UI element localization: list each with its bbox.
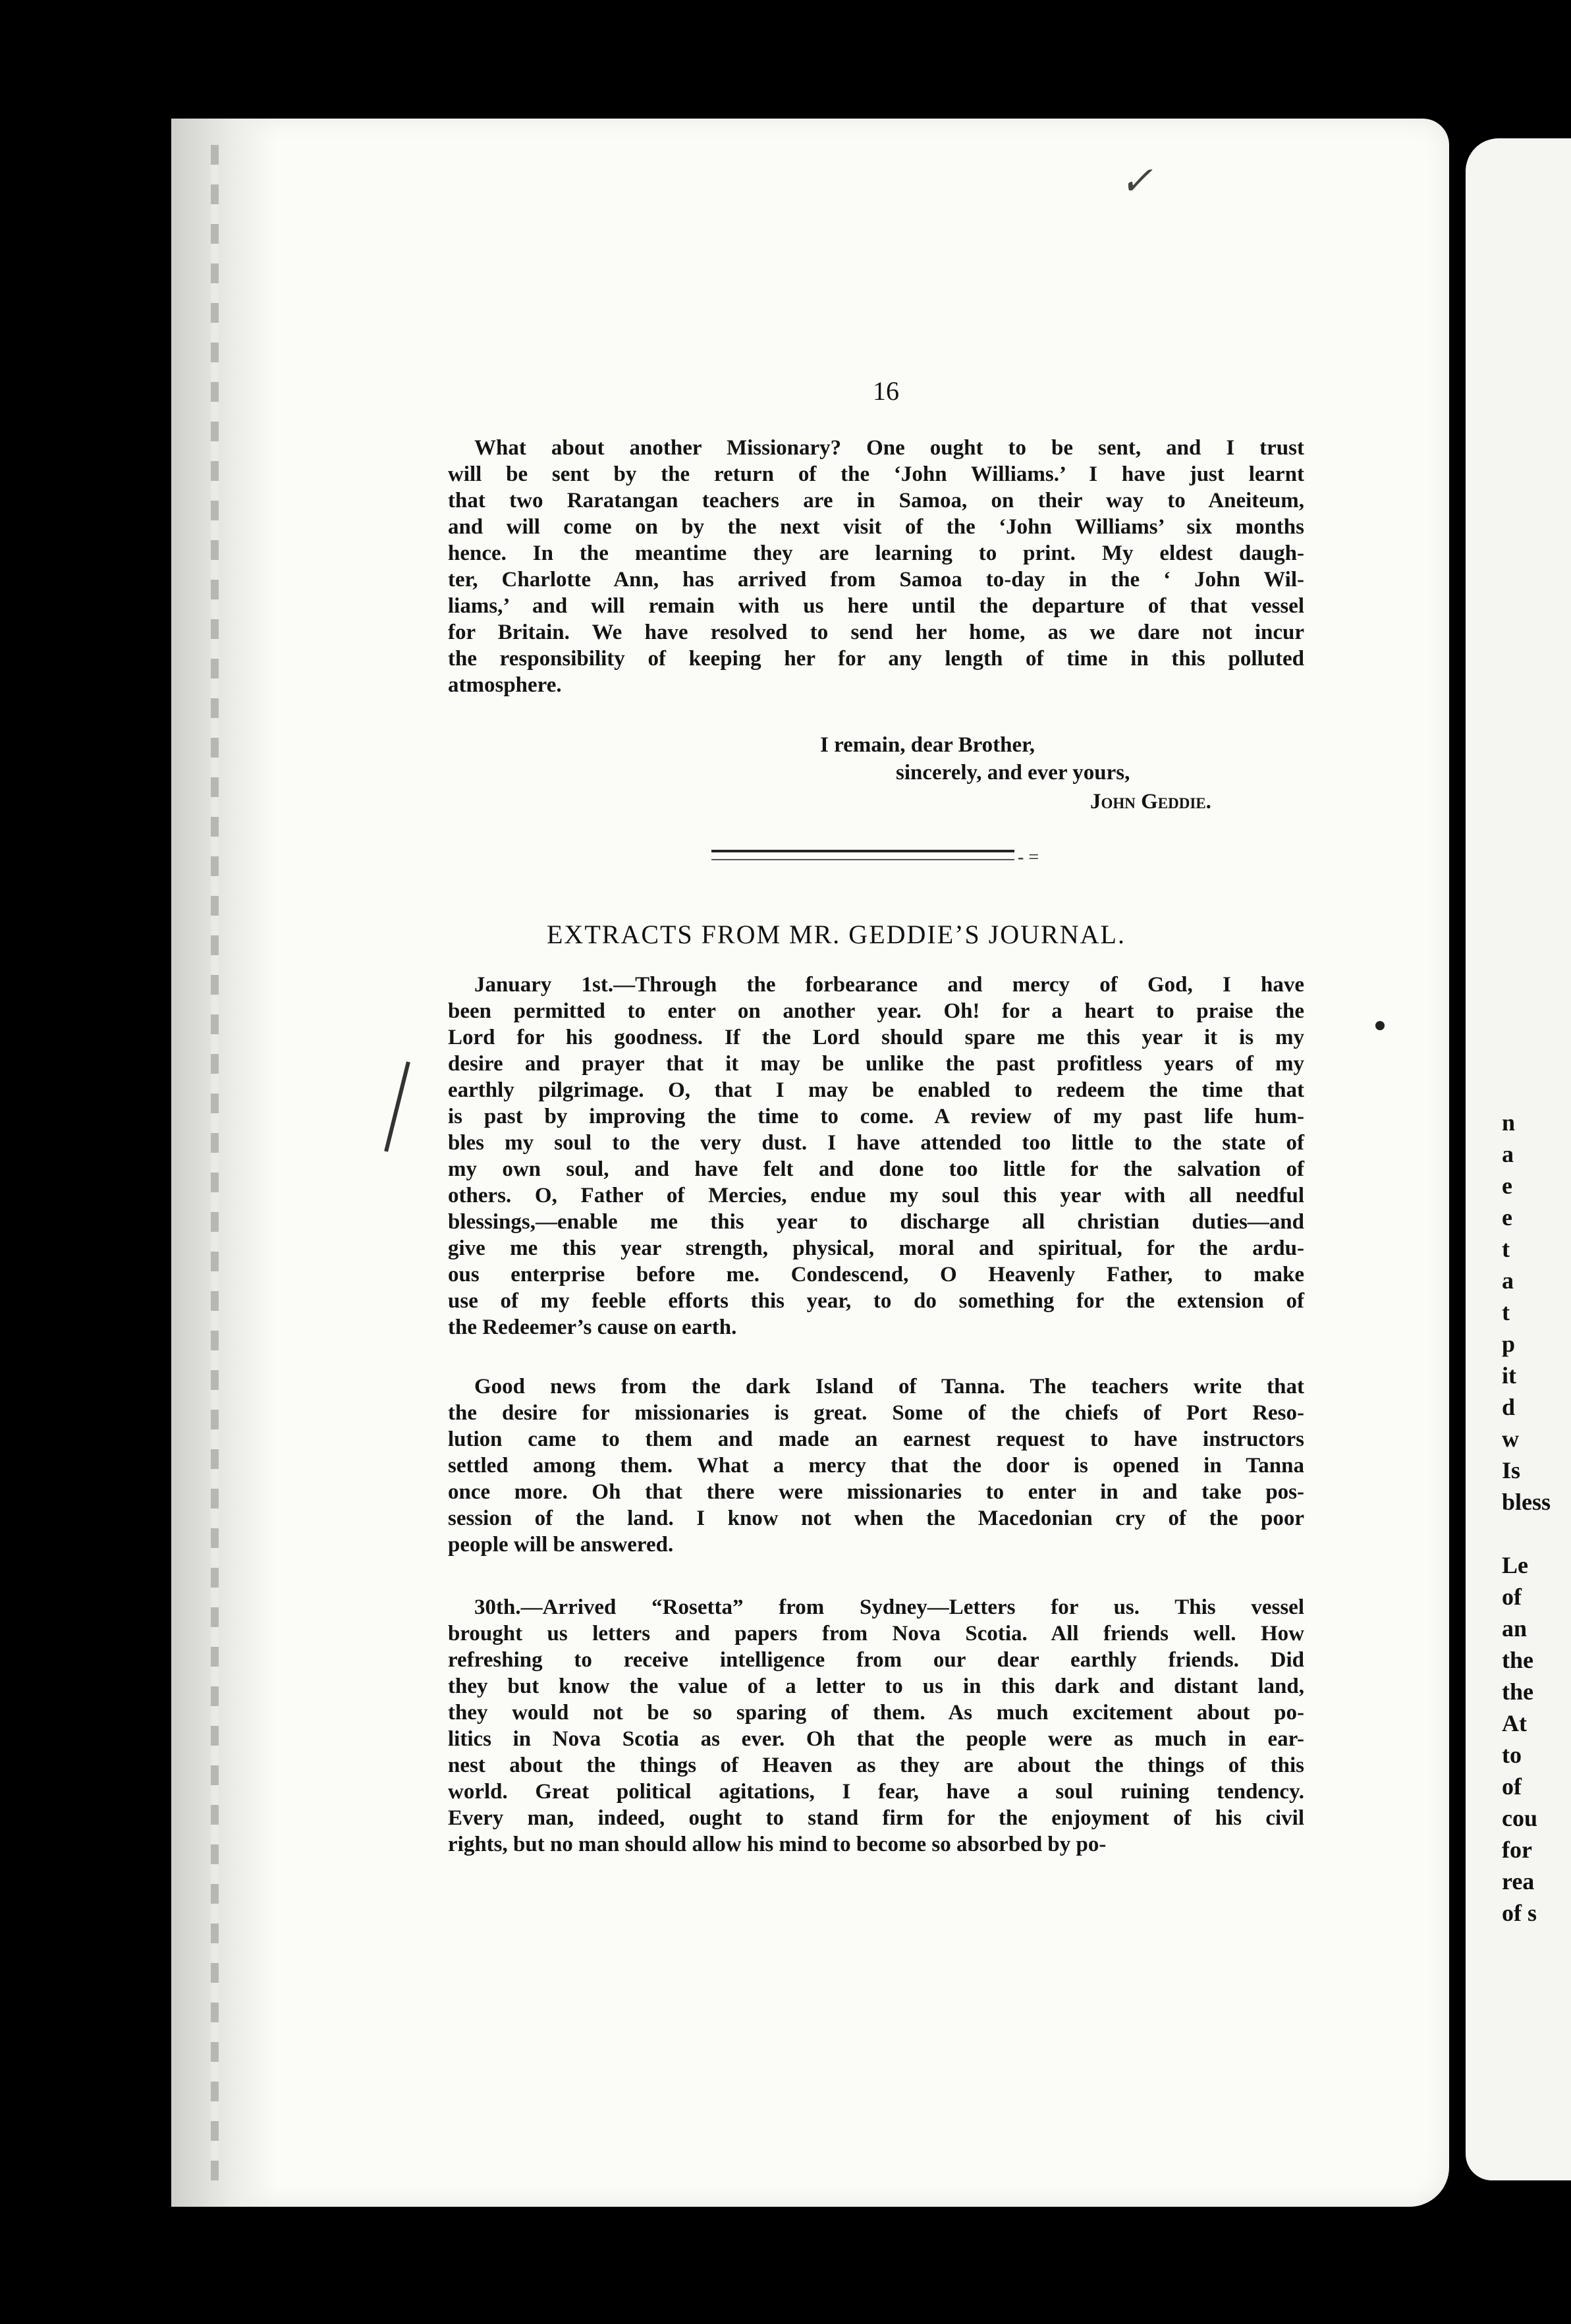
facing-page-fragment: Le [1502, 1552, 1528, 1578]
journal-january-line: blessings,—enable me this year to discharge all christian duties—and [448, 1210, 1304, 1234]
facing-page-fragment: n [1502, 1109, 1516, 1136]
facing-page-fragment [1502, 1518, 1568, 1549]
journal-30th-line: 30th.—Arrived “Rosetta” from Sydney—Letters for us. This vessel [474, 1595, 1304, 1619]
journal-30th-line: nest about the things of Heaven as they are about the things of this [448, 1754, 1304, 1777]
journal-heading: EXTRACTS FROM MR. GEDDIE’S JOURNAL. [547, 920, 1126, 949]
section-divider [711, 850, 1014, 860]
letter-line: will be sent by the return of the ‘John Williams.’ I have just learnt [448, 462, 1304, 486]
journal-30th-line: they would not be so sparing of them. As much excitement about po- [448, 1701, 1304, 1725]
facing-page-fragment: cou [1502, 1805, 1537, 1831]
facing-page-fragment: d [1502, 1394, 1516, 1420]
letter-line: that two Raratangan teachers are in Samoa, on their way to Aneiteum, [448, 489, 1304, 512]
journal-tanna-line: Good news from the dark Island of Tanna. The teachers write that [474, 1375, 1304, 1398]
facing-page-fragment: a [1502, 1267, 1514, 1294]
letter-line: ter, Charlotte Ann, has arrived from Samoa to-day in the ‘ John Wil- [448, 568, 1304, 592]
facing-page-fragment: of [1502, 1773, 1522, 1800]
facing-page-fragment: rea [1502, 1868, 1535, 1895]
journal-january-line: others. O, Father of Mercies, endue my soul this year with all needful [448, 1184, 1304, 1207]
journal-entry-january [448, 972, 1304, 1341]
divider-flourish: - = [1018, 847, 1039, 868]
letter-paragraph [448, 435, 1304, 698]
letter-line: What about another Missionary? One ought to be sent, and I trust [474, 436, 1304, 460]
journal-entry-30th [448, 1594, 1304, 1858]
journal-30th-line: refreshing to receive intelligence from our dear earthly friends. Did [448, 1648, 1304, 1672]
facing-page-fragment: the [1502, 1678, 1533, 1705]
facing-page-fragment: w [1502, 1425, 1519, 1452]
journal-january-line: the Redeemer’s cause on earth. [448, 1315, 737, 1339]
signature: John Geddie. [1090, 790, 1211, 814]
letter-line: the responsibility of keeping her for any length of time in this polluted [448, 647, 1304, 671]
journal-january-line: earthly pilgrimage. O, that I may be enabled to redeem the time that [448, 1078, 1304, 1102]
facing-page-fragment: e [1502, 1204, 1512, 1231]
facing-page-fragment: Is [1502, 1457, 1521, 1483]
letter-line: atmosphere. [448, 673, 562, 697]
journal-30th-line: rights, but no man should allow his mind to become so absorbed by po- [448, 1833, 1107, 1856]
letter-line: hence. In the meantime they are learning to print. My eldest daugh- [448, 541, 1304, 565]
pencil-mark: ✓ [1120, 159, 1153, 203]
journal-january-line: bles my soul to the very dust. I have attended too little to the state of [448, 1131, 1304, 1155]
letter-line: for Britain. We have resolved to send her home, as we dare not incur [448, 621, 1304, 644]
facing-page-fragment: bless [1502, 1489, 1551, 1515]
facing-page-fragment: the [1502, 1647, 1533, 1673]
facing-page-fragment: of s [1502, 1900, 1537, 1926]
journal-january-line: January 1st.—Through the forbearance and mercy of God, I have [474, 973, 1304, 997]
journal-tanna-line: lution came to them and made an earnest request to have instructors [448, 1427, 1304, 1451]
journal-30th-line: Every man, indeed, ought to stand firm for the enjoyment of his civil [448, 1806, 1304, 1830]
journal-tanna-line: session of the land. I know not when the Macedonian cry of the poor [448, 1507, 1304, 1530]
facing-page-fragment: At [1502, 1710, 1527, 1736]
facing-page-edge [1466, 138, 1571, 2180]
page-number: 16 [873, 376, 899, 406]
facing-page-fragment: a [1502, 1141, 1514, 1167]
journal-30th-line: world. Great political agitations, I fear, have a soul ruining tendency. [448, 1780, 1304, 1804]
facing-page-fragment: e [1502, 1173, 1512, 1199]
journal-30th-line: brought us letters and papers from Nova Scotia. All friends well. How [448, 1622, 1304, 1646]
facing-page-fragment: p [1502, 1331, 1516, 1357]
letter-line: liams,’ and will remain with us here until the departure of that vessel [448, 594, 1304, 618]
letter-line: and will come on by the next visit of the ‘John Williams’ six months [448, 515, 1304, 539]
closing-line-1: I remain, dear Brother, [820, 733, 1035, 757]
journal-january-line: Lord for his goodness. If the Lord should spare me this year it is my [448, 1026, 1304, 1049]
facing-page-fragment: it [1502, 1362, 1516, 1389]
facing-page-fragment: of [1502, 1584, 1522, 1610]
journal-january-line: use of my feeble efforts this year, to do something for the extension of [448, 1289, 1304, 1313]
journal-tanna-line: once more. Oh that there were missionaries to enter in and take pos- [448, 1480, 1304, 1504]
margin-dot [1375, 1021, 1385, 1030]
page-gutter [171, 119, 277, 2207]
facing-page-fragment: t [1502, 1299, 1510, 1325]
journal-january-line: ous enterprise before me. Condescend, O Heavenly Father, to make [448, 1263, 1304, 1286]
journal-30th-line: they but know the value of a letter to us in this dark and distant land, [448, 1674, 1304, 1698]
facing-page-text [1502, 1107, 1568, 1929]
journal-january-line: my own soul, and have felt and done too little for the salvation of [448, 1157, 1304, 1181]
journal-january-line: give me this year strength, physical, moral and spiritual, for the ardu- [448, 1236, 1304, 1260]
journal-tanna-line: settled among them. What a mercy that the door is opened in Tanna [448, 1454, 1304, 1478]
journal-tanna-line: people will be answered. [448, 1533, 674, 1557]
facing-page-fragment: for [1502, 1837, 1532, 1863]
journal-entry-tanna [448, 1373, 1304, 1558]
facing-page-fragment: t [1502, 1236, 1510, 1262]
journal-30th-line: litics in Nova Scotia as ever. Oh that the people were as much in ear- [448, 1727, 1304, 1751]
facing-page-fragment: to [1502, 1742, 1522, 1768]
journal-tanna-line: the desire for missionaries is great. Some of the chiefs of Port Reso- [448, 1401, 1304, 1425]
facing-page-fragment: an [1502, 1615, 1528, 1642]
journal-january-line: been permitted to enter on another year. Oh! for a heart to praise the [448, 999, 1304, 1023]
journal-january-line: desire and prayer that it may be unlike the past profitless years of my [448, 1052, 1304, 1076]
closing-line-2: sincerely, and ever yours, [896, 761, 1130, 785]
journal-january-line: is past by improving the time to come. A review of my past life hum- [448, 1105, 1304, 1128]
